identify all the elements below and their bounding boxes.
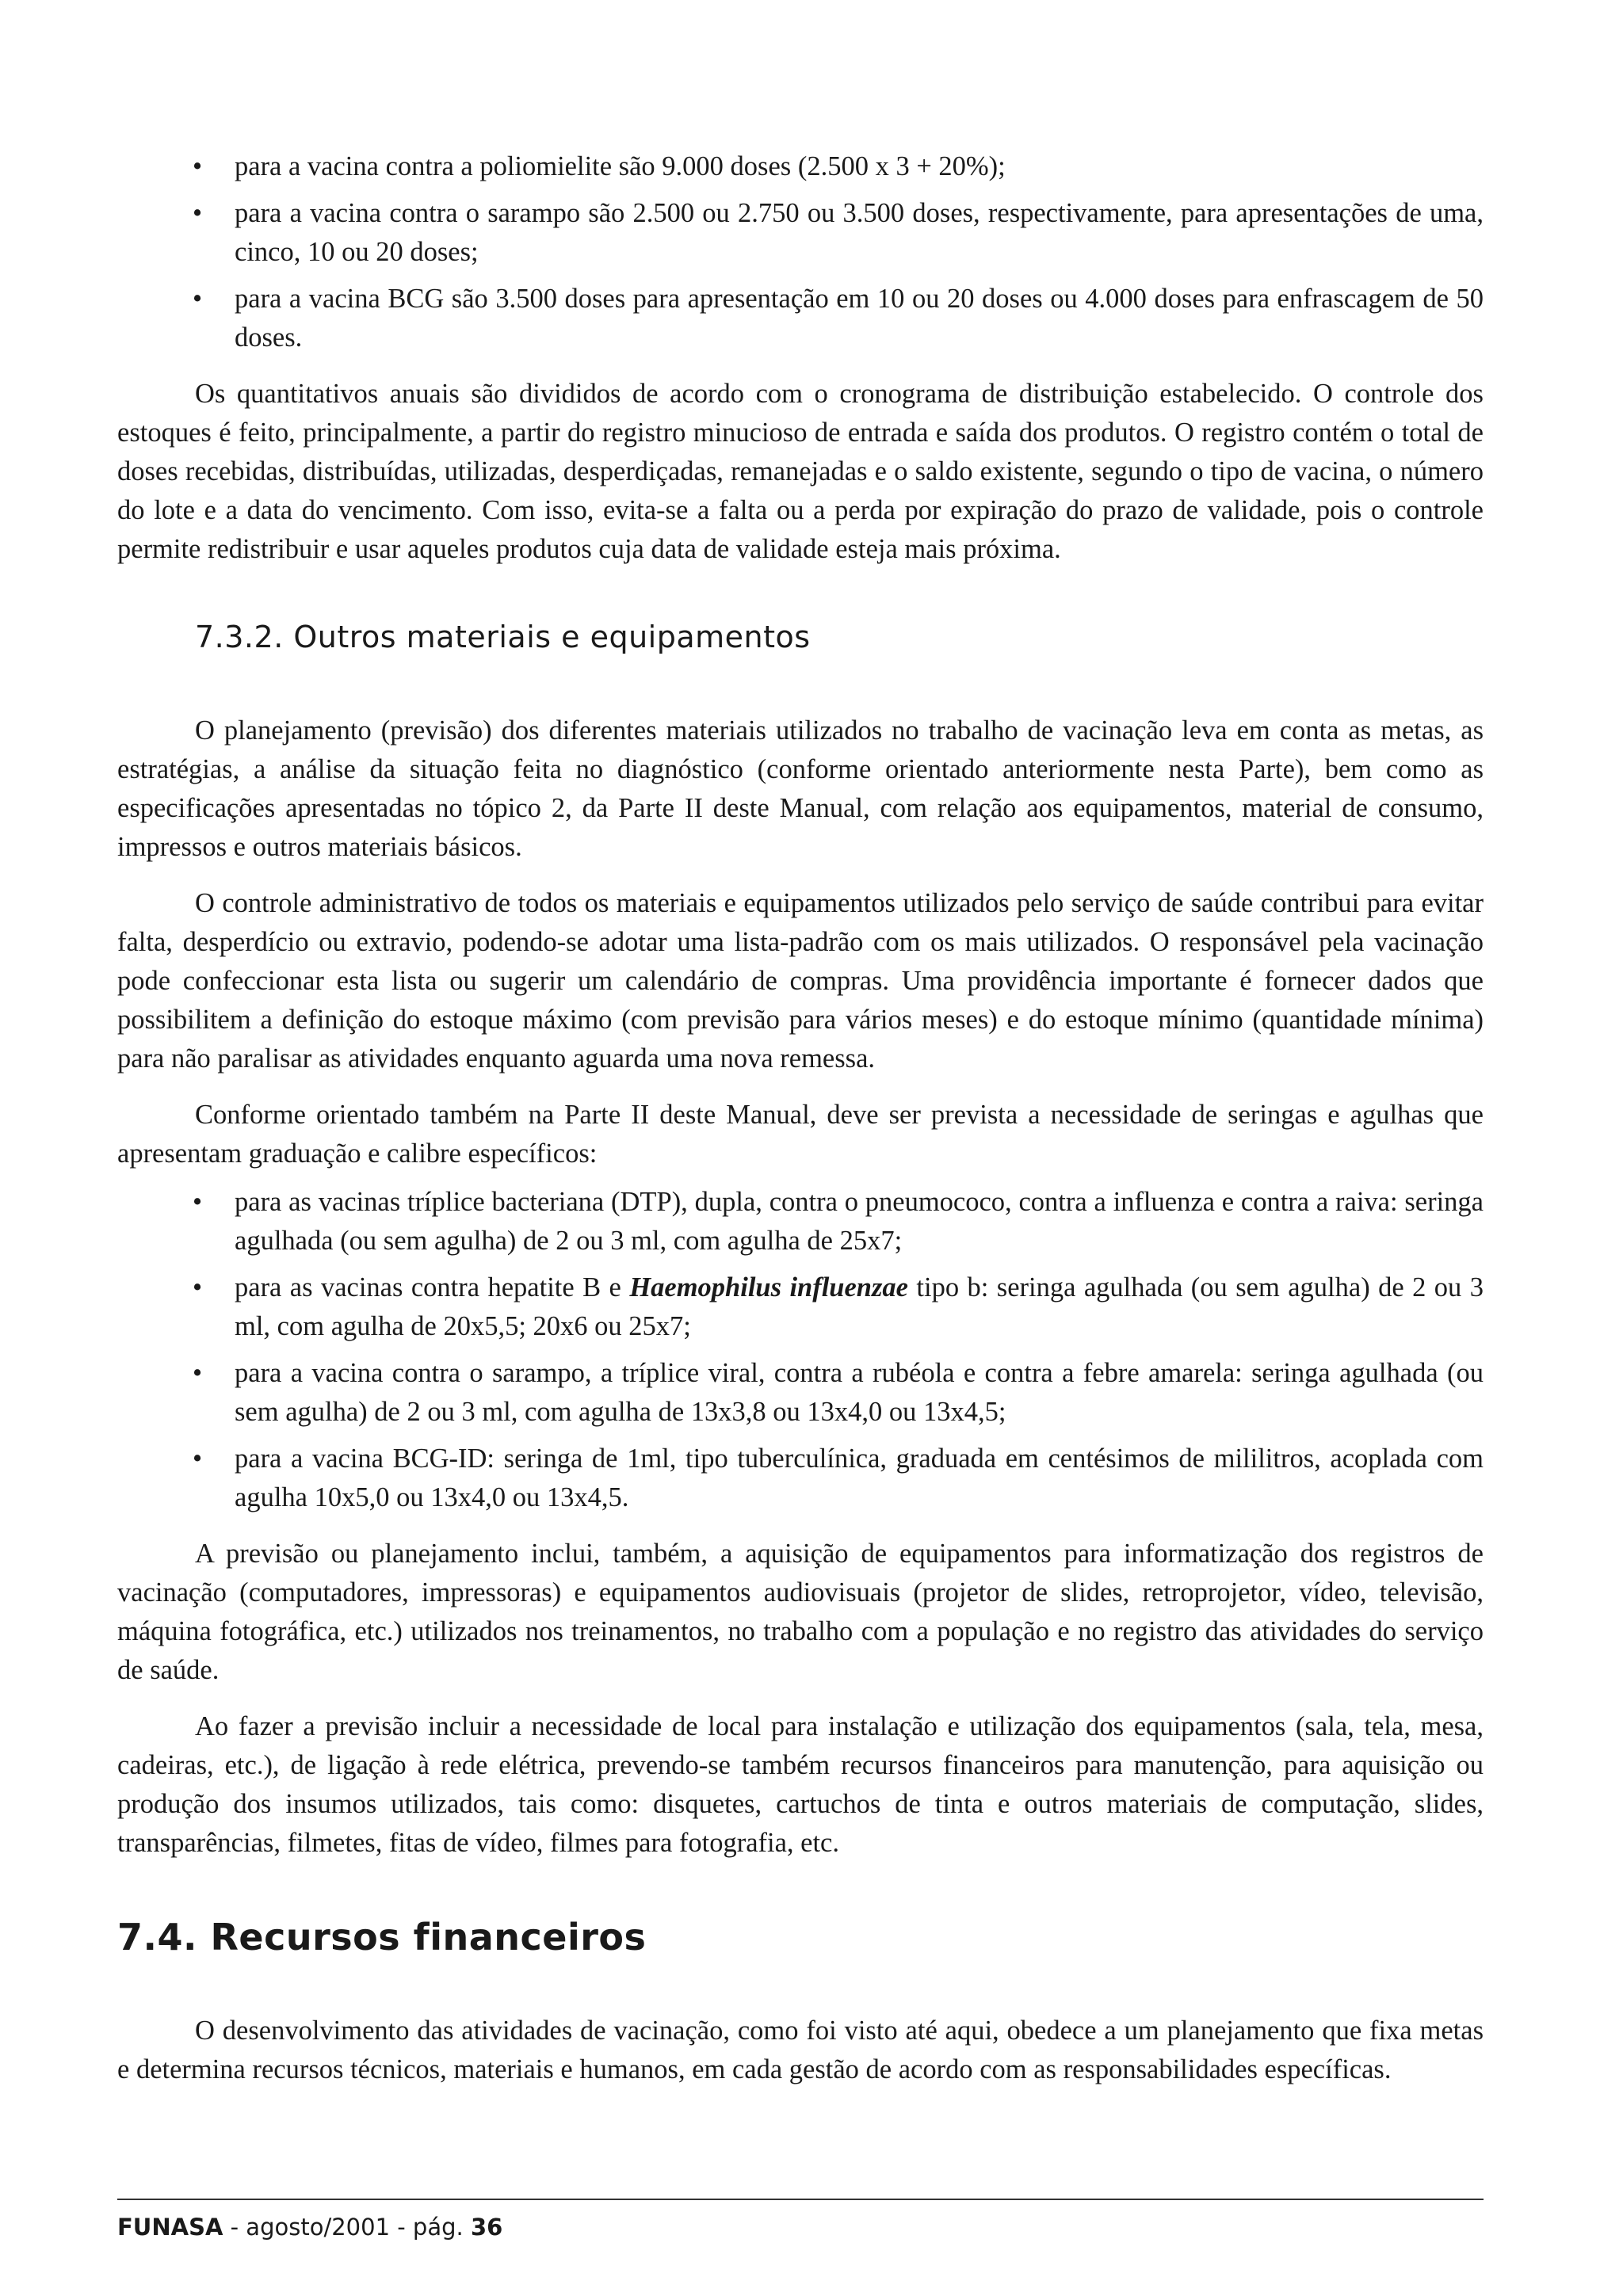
footer-divider bbox=[117, 2199, 1484, 2200]
page-number: 36 bbox=[470, 2214, 503, 2241]
page-footer bbox=[117, 2213, 502, 2241]
document-page bbox=[117, 147, 1484, 2107]
syringe-list bbox=[117, 1183, 1484, 1517]
list-item-text: para as vacinas contra hepatite B e bbox=[235, 1272, 630, 1302]
list-item bbox=[117, 1268, 1484, 1346]
list-item-text: tipo b: seringa agulhada (ou sem agulha) de 2 ou 3 ml, com agulha de 20x5,5; 20x6 ou 25x7; bbox=[235, 1272, 1484, 1341]
list-item: • para a vacina contra o sarampo são 2.500 ou 2.750 ou 3.500 doses, respectivamente, para apresentações de uma, cinco, 10 ou 20 doses; bbox=[117, 194, 1484, 272]
list-item: • para a vacina BCG são 3.500 doses para apresentação em 10 ou 20 doses ou 4.000 doses para enfrascagem de 50 doses. bbox=[117, 280, 1484, 357]
footer-date: - agosto/2001 - pág. bbox=[223, 2214, 471, 2241]
subsection-heading: 7.3.2. Outros materiais e equipamentos bbox=[195, 620, 811, 654]
paragraph-planning: O planejamento (previsão) dos diferentes materiais utilizados no trabalho de vacinação leva em conta as metas, as estratégias, a análise da situação feita no diagnóstico (conforme orientado anteriormente nesta Parte), bem como as especificações apresentadas no tópico 2, da Parte II deste Manual, com relação aos equipamentos, material de consumo, impressos e outros materiais básicos. bbox=[117, 715, 1484, 862]
paragraph-financial: O desenvolvimento das atividades de vacinação, como foi visto até aqui, obedece a um planejamento que fixa metas e determina recursos técnicos, materiais e humanos, em cada gestão de acordo com as responsabilidades específicas. bbox=[117, 2016, 1484, 2084]
paragraph-admin-control: O controle administrativo de todos os materiais e equipamentos utilizados pelo serviço de saúde contribui para evitar falta, desperdício ou extravio, podendo-se adotar uma lista-padrão com os mais utilizados. O responsável pela vacinação pode confeccionar esta lista ou sugerir um calendário de compras. Uma providência importante é fornecer dados que possibilitem a definição do estoque máximo (com previsão para vários meses) e do estoque mínimo (quantidade mínima) para não paralisar as atividades enquanto aguarda uma nova remessa. bbox=[117, 888, 1484, 1074]
species-name: Haemophilus influenzae bbox=[629, 1272, 908, 1302]
list-item: • para a vacina contra o sarampo, a tríplice viral, contra a rubéola e contra a febre amarela: seringa agulhada (ou sem agulha) de 2 ou 3 ml, com agulha de 13x3,8 ou 13x4,0 ou 13x4,5; bbox=[117, 1354, 1484, 1432]
vaccine-doses-list bbox=[117, 147, 1484, 357]
list-item: • para as vacinas tríplice bacteriana (DTP), dupla, contra o pneumococo, contra a influenza e contra a raiva: seringa agulhada (ou sem agulha) de 2 ou 3 ml, com agulha de 25x7; bbox=[117, 1183, 1484, 1261]
paragraph-equipment: A previsão ou planejamento inclui, também, a aquisição de equipamentos para informatização dos registros de vacinação (computadores, impressoras) e equipamentos audiovisuais (projetor de slides, retroprojetor, vídeo, televisão, máquina fotográfica, etc.) utilizados nos treinamentos, no trabalho com a população e no registro das atividades do serviço de saúde. bbox=[117, 1539, 1484, 1685]
footer-org: FUNASA bbox=[117, 2214, 223, 2241]
list-item: • para a vacina BCG-ID: seringa de 1ml, tipo tuberculínica, graduada em centésimos de mililitros, acoplada com agulha 10x5,0 ou 13x4,0 ou 13x4,5. bbox=[117, 1440, 1484, 1517]
paragraph-stock-control: Os quantitativos anuais são divididos de acordo com o cronograma de distribuição estabelecido. O controle dos estoques é feito, principalmente, a partir do registro minucioso de entrada e saída dos produtos. O registro contém o total de doses recebidas, distribuídas, utilizadas, desperdiçadas, remanejadas e o saldo existente, segundo o tipo de vacina, o número do lote e a data do vencimento. Com isso, evita-se a falta ou a perda por expiração do prazo de validade, pois o controle permite redistribuir e usar aqueles produtos cuja data de validade esteja mais próxima. bbox=[117, 379, 1484, 564]
list-item: • para a vacina contra a poliomielite são 9.000 doses (2.500 x 3 + 20%); bbox=[117, 147, 1484, 186]
paragraph-syringes-intro: Conforme orientado também na Parte II deste Manual, deve ser prevista a necessidade de seringas e agulhas que apresentam graduação e calibre específicos: bbox=[117, 1100, 1484, 1169]
section-heading: 7.4. Recursos financeiros bbox=[117, 1916, 647, 1958]
paragraph-location: Ao fazer a previsão incluir a necessidade de local para instalação e utilização dos equipamentos (sala, tela, mesa, cadeiras, etc.), de ligação à rede elétrica, prevendo-se também recursos financeiros para manutenção, para aquisição ou produção dos insumos utilizados, tais como: disquetes, cartuchos de tinta e outros materiais de computação, slides, transparências, filmetes, fitas de vídeo, filmes para fotografia, etc. bbox=[117, 1711, 1484, 1858]
